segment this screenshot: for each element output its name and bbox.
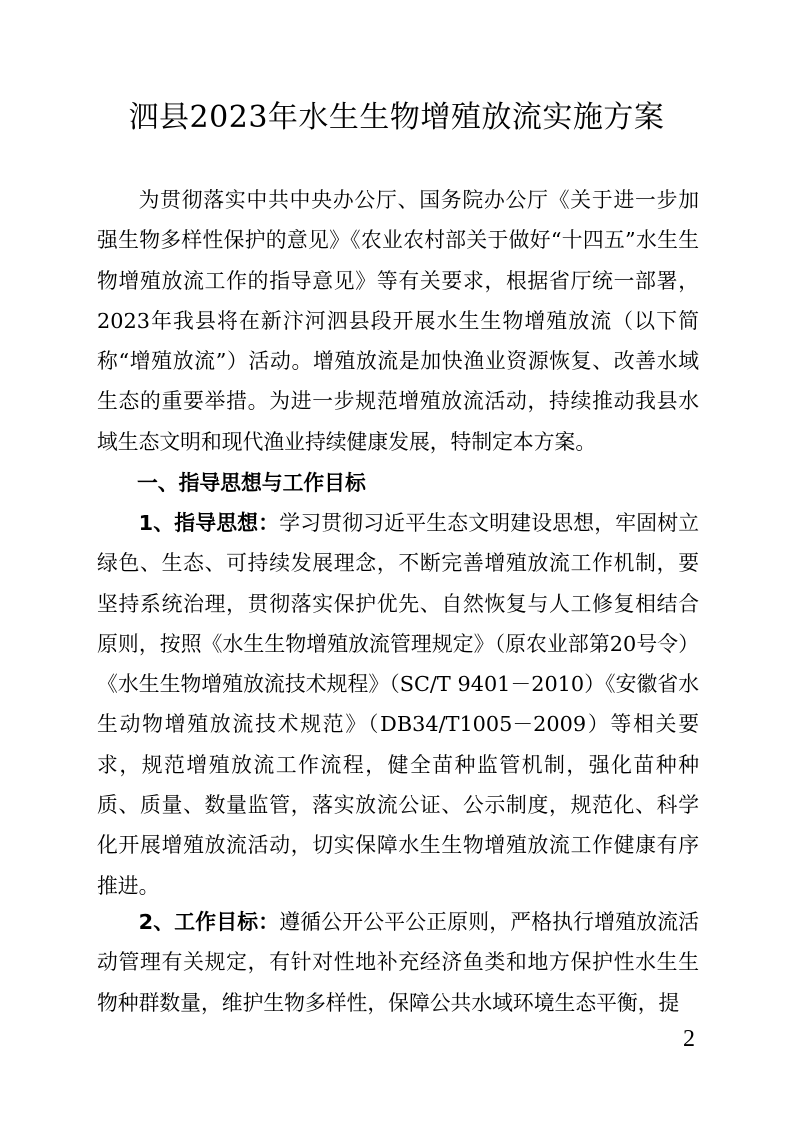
- work-goal-paragraph: [97, 902, 699, 1023]
- intro-paragraph: 为贯彻落实中共中央办公厅、国务院办公厅《关于进一步加强生物多样性保护的意见》《农业农村部关于做好“十四五”水生生物增殖放流工作的指导意见》等有关要求，根据省厅统一部署，2023年我县将在新汴河泗县段开展水生生物增殖放流（以下简称“增殖放流”）活动。增殖放流是加快渔业资源恢复、改善水域生态的重要举措。为进一步规范增殖放流活动，持续推动我县水域生态文明和现代渔业持续健康发展，特制定本方案。: [97, 188, 699, 454]
- work-goal-text: 遵循公开公平公正原则，严格执行增殖放流活动管理有关规定，有针对性地补充经济鱼类和地方保护性水生生物种群数量，维护生物多样性，保障公共水域环境生态平衡，提: [97, 910, 699, 1015]
- guiding-ideology-text: 学习贯彻习近平生态文明建设思想，牢固树立绿色、生态、可持续发展理念，不断完善增殖放流工作机制，要坚持系统治理，贯彻落实保护优先、自然恢复与人工修复相结合原则，按照《水生生物增殖放流管理规定》（原农业部第20号令）《水生生物增殖放流技术规程》（SC/T 9401－2010）《安徽省水生动物增殖放流技术规范》（DB34/T1005－2009）等相关要求，规范增殖放流工作流程，健全苗种监管机制，强化苗种种质、质量、数量监管，落实放流公证、公示制度，规范化、科学化开展增殖放流活动，切实保障水生生物增殖放流工作健康有序推进。: [97, 511, 699, 898]
- work-goal-lead: 2、工作目标：: [138, 910, 280, 934]
- page-number: 2: [683, 1026, 695, 1052]
- document-title: 泗县2023年水生生物增殖放流实施方案: [128, 100, 665, 135]
- section-heading: 一、指导思想与工作目标: [137, 471, 366, 495]
- guiding-ideology-lead: 1、指导思想：: [138, 511, 280, 535]
- guiding-ideology-paragraph: [97, 503, 699, 906]
